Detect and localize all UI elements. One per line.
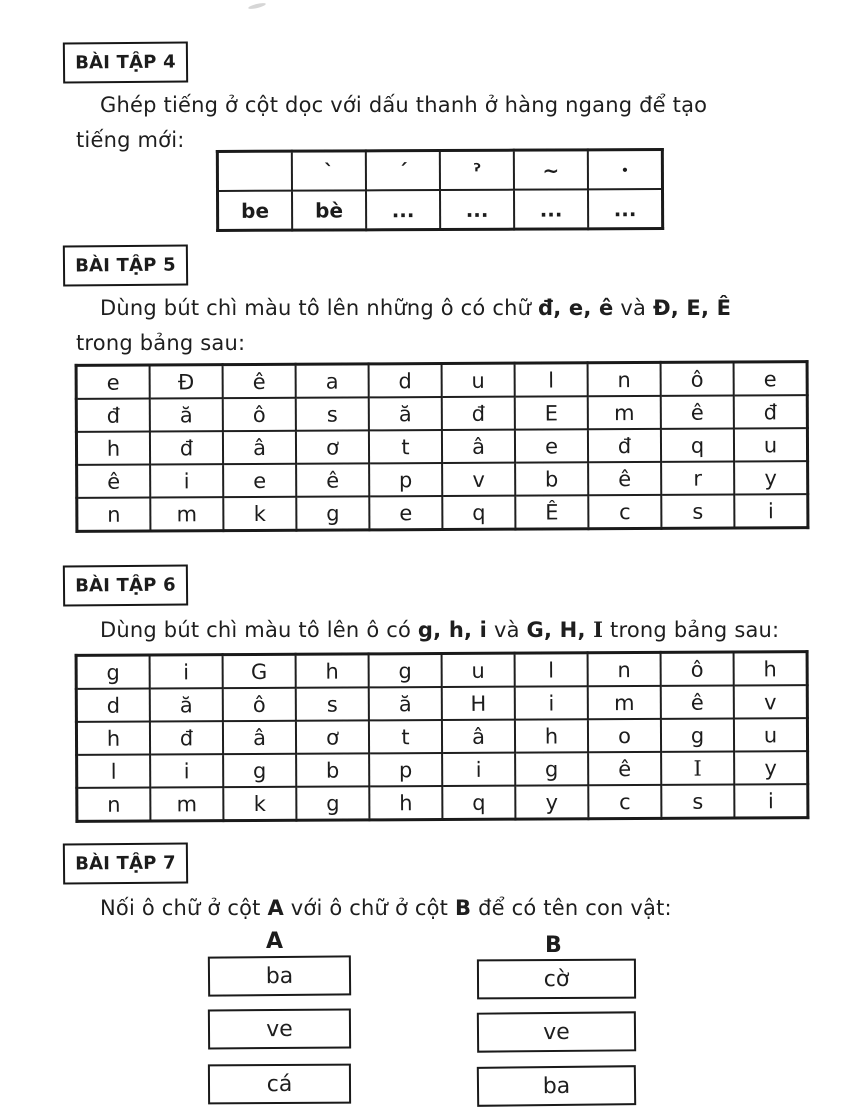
letter-cell[interactable]: b [296,753,369,786]
letter-cell[interactable]: ê [661,395,734,428]
column-a-header: A [266,929,284,954]
letter-cell[interactable]: c [588,495,661,529]
letter-cell[interactable]: e [515,429,588,462]
letter-cell[interactable]: s [661,494,734,528]
letter-cell[interactable]: h [734,652,808,686]
table-row [76,652,807,689]
letter-cell[interactable]: l [515,363,588,397]
letter-cell[interactable]: h [76,432,150,465]
letter-cell[interactable]: g [296,496,369,530]
tone-cell[interactable]: ... [366,190,440,230]
highlight-letters-upper: G, H, [526,618,594,642]
tone-cell: • [588,150,663,190]
letter-cell[interactable]: g [661,718,734,751]
table-row [76,362,807,399]
letter-cell[interactable]: G [223,654,296,688]
instruction-text: với ô chữ ở cột [283,896,455,920]
letter-cell[interactable]: ô [661,652,734,686]
letter-cell[interactable]: e [734,362,808,396]
letter-cell[interactable]: ê [588,752,661,785]
exercise-7-label: BÀI TẬP 7 [63,842,188,884]
letter-cell[interactable]: đ [734,395,808,428]
letter-cell[interactable]: n [588,362,661,396]
letter-cell[interactable]: h [76,722,150,755]
letter-cell[interactable]: ê [77,465,151,498]
letter-cell[interactable]: ă [150,398,223,431]
letter-cell[interactable]: đ [442,397,515,430]
instruction-text: và [613,296,653,320]
table-row [76,395,807,432]
exercise-6-letter-grid [75,650,810,823]
letter-cell[interactable]: i [734,784,808,818]
instruction-text: Nối ô chữ ở cột [100,896,268,920]
instruction-text: Dùng bút chì màu tô lên ô có [100,618,418,642]
letter-cell[interactable]: m [588,396,661,429]
letter-cell[interactable]: m [588,686,661,719]
letter-cell[interactable]: q [442,496,515,530]
letter-cell[interactable]: m [150,787,223,821]
tone-cell: ´ [366,151,440,191]
letter-cell[interactable]: e [76,365,150,399]
tone-cell: ` [292,151,366,191]
instruction-text: để có tên con vật: [471,896,672,920]
tone-cell [217,151,292,191]
letter-cell[interactable]: đ [150,721,223,754]
letter-cell[interactable]: e [223,464,296,497]
letter-cell[interactable]: â [442,720,515,753]
letter-cell[interactable]: u [734,428,808,461]
letter-cell[interactable]: đ [588,429,661,462]
column-a-box-3[interactable]: cá [208,1064,351,1105]
column-b-box-2[interactable]: ve [477,1011,636,1052]
instruction-line-1 [76,291,825,326]
letter-cell[interactable]: s [661,784,734,818]
highlight-letter-capital-i: I [593,617,604,642]
exercise-4-instruction [76,88,825,158]
letter-cell[interactable]: g [369,654,442,688]
exercise-4-label: BÀI TẬP 4 [63,41,188,83]
letter-cell[interactable]: i [734,494,808,528]
letter-cell[interactable]: y [734,461,808,494]
column-a-ref: A [267,896,284,920]
letter-cell[interactable]: q [442,786,515,820]
table-row [76,718,807,755]
column-a-box-2[interactable]: ve [208,1009,351,1050]
letter-cell[interactable]: e [369,496,442,530]
letter-cell[interactable]: k [223,497,296,531]
letter-cell[interactable]: g [76,655,150,689]
letter-cell[interactable]: o [588,719,661,752]
letter-cell[interactable]: q [661,428,734,461]
letter-cell[interactable]: n [77,788,151,822]
letter-cell[interactable]: i [150,754,223,787]
letter-cell[interactable]: d [76,689,150,722]
letter-cell[interactable]: ă [150,688,223,721]
instruction-text: Dùng bút chì màu tô lên những ô có chữ [100,296,538,320]
letter-cell[interactable]: â [223,721,296,754]
letter-cell[interactable]: h [296,654,369,688]
letter-cell[interactable]: t [369,430,442,463]
letter-cell[interactable]: i [150,464,223,497]
letter-cell[interactable]: k [223,787,296,821]
exercise-5-letter-grid [75,360,810,533]
letter-cell[interactable]: â [223,431,296,464]
letter-cell[interactable]: d [369,364,442,398]
column-b-box-3[interactable]: ba [477,1065,636,1107]
tone-cell[interactable]: ... [440,190,514,230]
tone-mark-table [216,148,664,232]
letter-cell[interactable]: I [661,751,734,784]
letter-cell[interactable]: E [515,396,588,429]
column-a-box-1[interactable]: ba [208,955,351,996]
instruction-line-1: Ghép tiếng ở cột dọc với dấu thanh ở hàng ngang để tạo [100,93,708,117]
letter-cell[interactable]: u [442,363,515,397]
instruction-line-1 [76,891,825,926]
tone-cell[interactable]: ... [514,189,588,229]
letter-cell[interactable]: ơ [296,720,369,753]
table-row [217,150,662,191]
letter-cell[interactable]: ê [223,364,296,398]
letter-cell[interactable]: u [734,718,808,751]
letter-cell[interactable]: a [296,364,369,398]
letter-cell[interactable]: c [588,785,661,819]
table-row [76,428,807,465]
exercise-5-instruction [76,291,825,361]
column-b-ref: B [454,896,472,920]
letter-cell[interactable]: u [442,653,515,687]
letter-cell[interactable]: ê [588,462,661,495]
letter-cell[interactable]: b [515,462,588,495]
table-row [77,784,808,821]
letter-cell[interactable]: t [369,720,442,753]
highlight-letters-lower: đ, e, ê [538,296,614,320]
exercise-7-instruction [76,891,825,926]
letter-cell[interactable]: ô [661,362,734,396]
table-row [77,461,808,498]
tone-cell[interactable]: ... [588,189,663,229]
tone-cell: ~ [514,150,588,190]
letter-cell[interactable]: H [442,687,515,720]
letter-cell[interactable]: l [77,755,151,788]
letter-cell[interactable]: ă [369,397,442,430]
letter-cell[interactable]: y [734,751,808,784]
letter-cell[interactable]: đ [76,399,150,432]
letter-cell[interactable]: ê [296,463,369,496]
letter-cell[interactable]: v [734,685,808,718]
letter-cell[interactable]: i [442,753,515,786]
letter-cell[interactable]: m [150,497,223,531]
letter-cell[interactable]: ê [661,685,734,718]
letter-cell[interactable]: Đ [150,365,223,399]
letter-cell[interactable]: g [223,754,296,787]
exercise-6-instruction [76,612,825,648]
instruction-line-2: trong bảng sau: [76,331,246,355]
table-row [76,685,807,722]
instruction-line-1 [76,612,825,648]
letter-cell[interactable]: â [442,430,515,463]
letter-cell[interactable]: s [296,687,369,720]
letter-cell[interactable]: p [369,753,442,786]
letter-cell[interactable]: đ [150,431,223,464]
highlight-letters-upper: Đ, E, Ê [652,296,732,320]
letter-cell[interactable]: y [515,785,588,819]
letter-cell[interactable]: i [150,655,223,689]
table-row [77,751,808,788]
letter-cell[interactable]: g [296,786,369,820]
letter-cell[interactable]: g [515,752,588,785]
letter-cell[interactable]: n [588,652,661,686]
letter-cell[interactable]: ô [223,398,296,431]
tone-cell: ˀ [440,150,514,190]
scan-smudge [248,2,266,10]
letter-cell[interactable]: i [515,686,588,719]
instruction-line-2: tiếng mới: [76,128,185,152]
highlight-letters-lower: g, h, i [417,618,488,642]
letter-cell[interactable]: Ê [515,495,588,529]
letter-cell[interactable]: ô [223,688,296,721]
letter-cell[interactable]: l [515,653,588,687]
tone-cell: bè [292,190,366,230]
letter-cell[interactable]: h [369,786,442,820]
table-row [218,189,663,230]
letter-cell[interactable]: v [442,463,515,496]
letter-cell[interactable]: h [515,719,588,752]
table-row [77,494,808,531]
instruction-text: trong bảng sau: [603,618,780,642]
exercise-5-label: BÀI TẬP 5 [63,244,188,286]
exercise-6-label: BÀI TẬP 6 [63,564,188,606]
letter-cell[interactable]: n [77,498,151,532]
letter-cell[interactable]: s [296,397,369,430]
instruction-text: và [487,618,527,642]
tone-cell: be [218,191,293,231]
letter-cell[interactable]: ă [369,687,442,720]
letter-cell[interactable]: p [369,463,442,496]
column-b-header: B [545,933,562,958]
column-b-box-1[interactable]: cờ [477,959,636,1000]
letter-cell[interactable]: ơ [296,430,369,463]
letter-cell[interactable]: r [661,461,734,494]
